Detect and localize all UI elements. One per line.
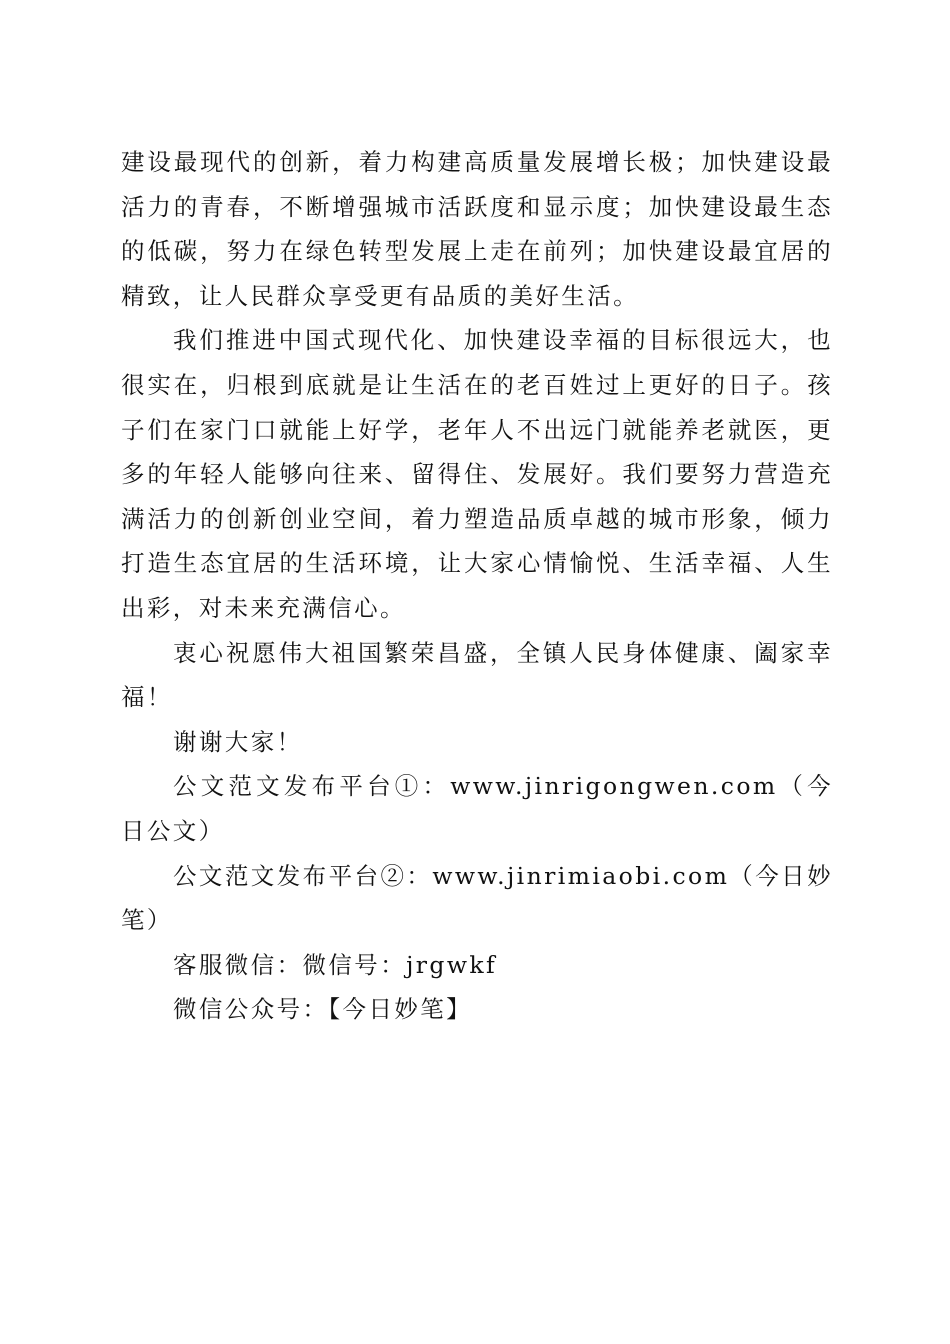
footer-official-account: 微信公众号：【今日妙笔】 — [173, 995, 473, 1024]
paragraph-continuation: 建设最现代的创新，着力构建高质量发展增长极；加快建设最活力的青春，不断增强城市活跃度和显示度；加快建设最生态的低碳，努力在绿色转型发展上走在前列；加快建设最宜居的精致，让人民群众享受更有品质的美好生活。 — [121, 148, 833, 310]
footer-platform-2: 公文范文发布平台②：www.jinrimiaobi.com（今日妙笔） — [121, 861, 833, 935]
paragraph-thanks: 谢谢大家！ — [173, 727, 303, 756]
document-body — [121, 140, 833, 1032]
footer-service-wechat: 客服微信：微信号：jrgwkf — [173, 950, 498, 979]
paragraph-happiness-goal: 我们推进中国式现代化、加快建设幸福的目标很远大，也很实在，归根到底就是让生活在的老百姓过上更好的日子。孩子们在家门口就能上好学，老年人不出远门就能养老就医，更多的年轻人能够向往来、留得住、发展好。我们要努力营造充满活力的创新创业空间，着力塑造品质卓越的城市形象，倾力打造生态宜居的生活环境，让大家心情愉悦、生活幸福、人生出彩，对未来充满信心。 — [121, 326, 833, 622]
footer-platform-1: 公文范文发布平台①：www.jinrigongwen.com（今日公文） — [121, 772, 833, 845]
paragraph-blessing: 衷心祝愿伟大祖国繁荣昌盛，全镇人民身体健康、阖家幸福！ — [121, 638, 833, 712]
